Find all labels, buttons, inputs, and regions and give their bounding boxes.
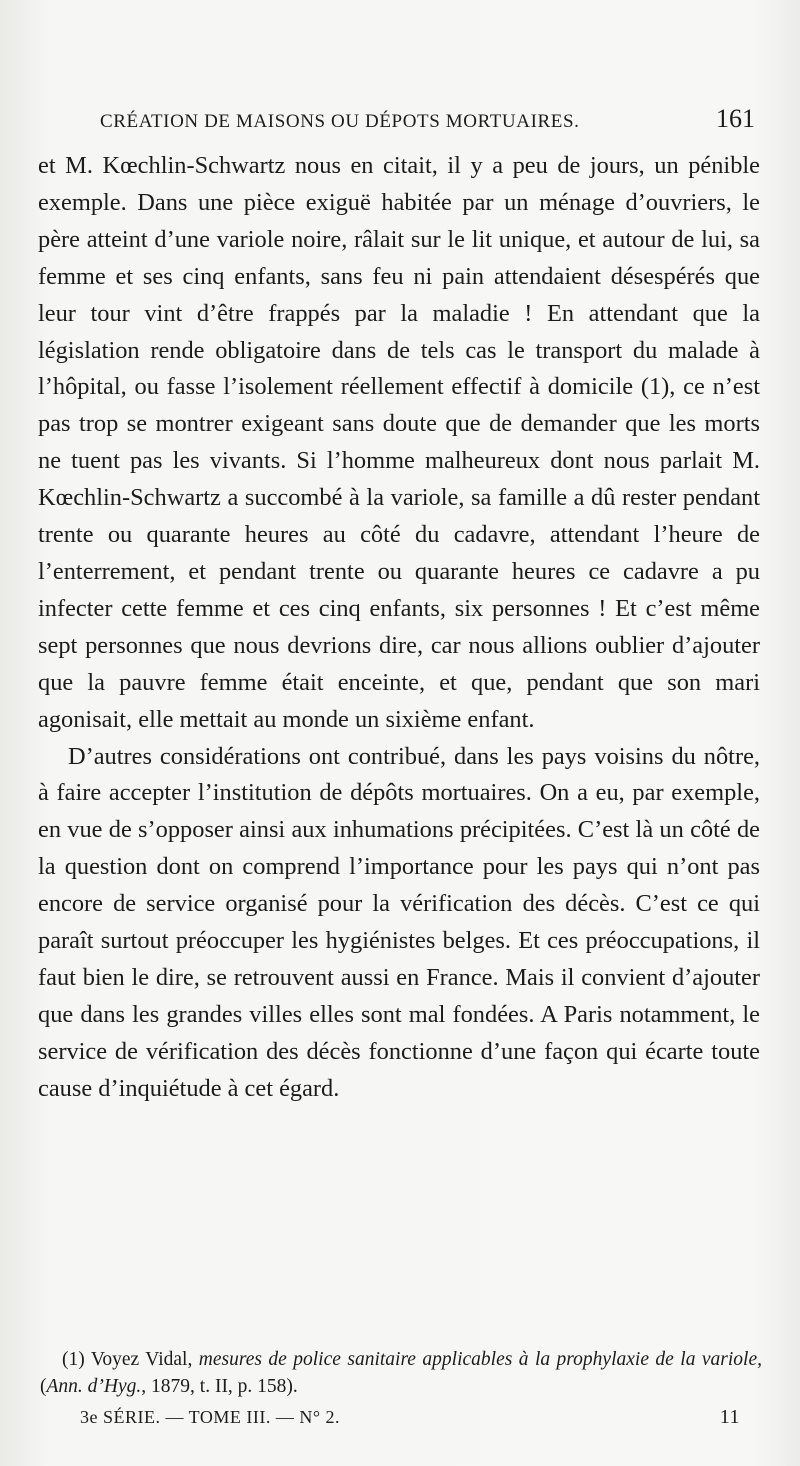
footnote-title: mesures de police sanitaire applicables à la prophylaxie de la variole, [198, 1349, 762, 1370]
paragraph-2: D’autres considérations ont contribué, dans les pays voisins du nôtre, à faire accepter l’institution de dépôts mortuaires. On a eu, par exemple, en vue de s’opposer ainsi aux inhumations précipitées. C’est là un côté de la question dont on comprend l’importance pour les pays qui n’ont pas encore de service organisé pour la vérification des décès. C’est ce qui paraît surtout préoccuper les hygiénistes belges. Et ces préoccupations, il faut bien le dire, se retrouvent aussi en France. Mais il convient d’ajouter que dans les grandes villes elles sont mal fondées. A Paris notamment, le service de vérification des décès fonctionne d’une façon qui écarte toute cause d’inquiétude à cet égard. [38, 742, 760, 1102]
footnote-citation: , 1879, t. II, p. 158). [141, 1376, 298, 1397]
footnote-marker: (1) Voyez Vidal, [62, 1349, 193, 1370]
main-text [38, 148, 760, 1108]
page-number: 161 [716, 104, 755, 133]
footnote [40, 1346, 762, 1400]
footnote-journal: Ann. d’Hyg. [46, 1376, 142, 1397]
running-title: CRÉATION DE MAISONS OU DÉPOTS MORTUAIRES. [100, 111, 580, 132]
footnote-open-paren: ( [40, 1376, 47, 1397]
sheet-number: 11 [719, 1406, 740, 1428]
paragraph-1: et M. Kœchlin-Schwartz nous en citait, il y a peu de jours, un pénible exemple. Dans une pièce exiguë habitée par un ménage d’ouvriers, le père atteint d’une variole noire, râlait sur le lit unique, et autour de lui, sa femme et ses cinq enfants, sans feu ni pain attendaient désespérés que leur tour vint d’être frappés par la maladie ! En attendant que la législation rende obligatoire dans de tels cas le transport du malade à l’hôpital, ou fasse l’isolement réellement effectif à domicile (1), ce n’est pas trop se montrer exigeant sans doute que de demander que les morts ne tuent pas les vivants. Si l’homme malheureux dont nous parlait M. Kœchlin-Schwartz a succombé à la variole, sa famille a dû rester pendant trente ou quarante heures au côté du cadavre, attendant l’heure de l’enterrement, et pendant trente ou quarante heures ce cadavre a pu infecter cette femme et ces cinq enfants, six personnes ! Et c’est même sept personnes que nous devrions dire, car nous allions oublier d’ajouter que la pauvre femme était enceinte, et que, pendant que son mari agonisait, elle mettait au monde un sixième enfant. [38, 152, 760, 733]
signature-line [80, 1406, 740, 1429]
series-info: 3e SÉRIE. — TOME III. — N° 2. [80, 1407, 341, 1427]
page-header [100, 104, 755, 134]
footnote-text [40, 1346, 762, 1400]
